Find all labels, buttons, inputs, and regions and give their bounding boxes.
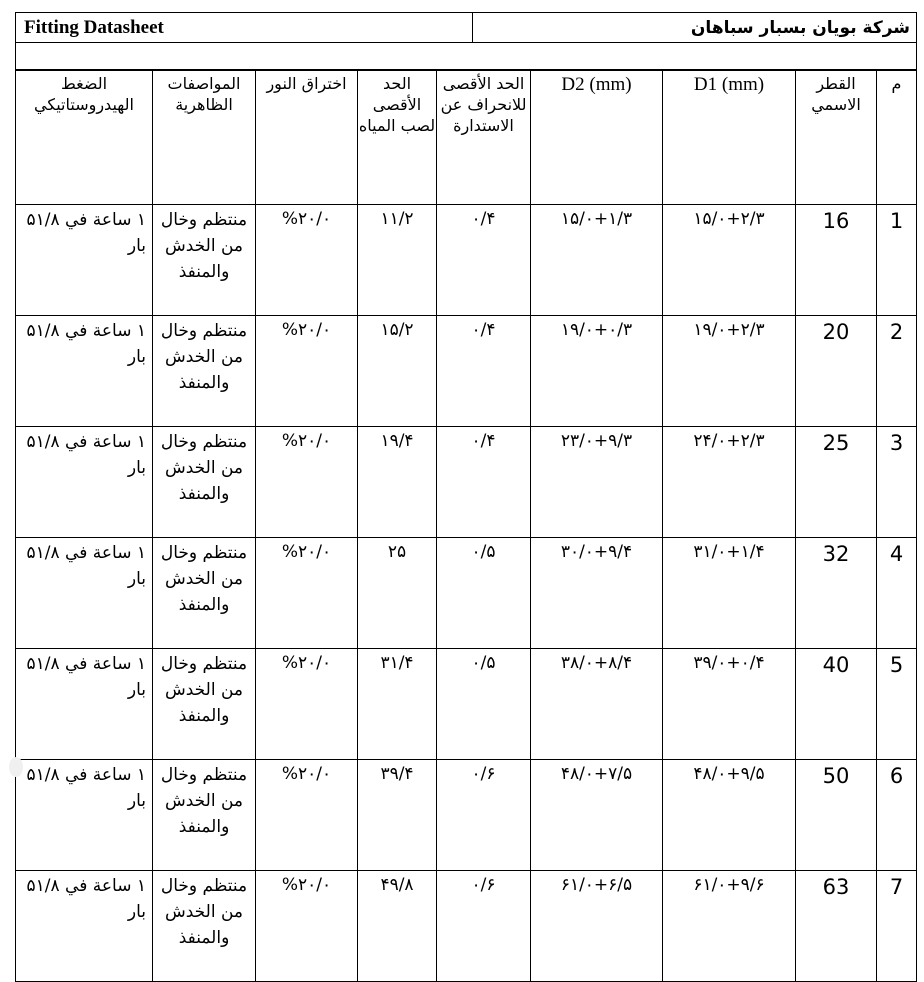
cell-water: ۱۹/۴ bbox=[358, 427, 437, 538]
cell-d1: ۶۱/۰+۹/۶ bbox=[663, 871, 796, 982]
fitting-table bbox=[15, 70, 917, 982]
title-english: Fitting Datasheet bbox=[16, 13, 473, 43]
cell-ovality: ۰/۴ bbox=[437, 316, 531, 427]
cell-light: ۰/%۲۰ bbox=[256, 427, 358, 538]
cell-ovality: ۰/۵ bbox=[437, 538, 531, 649]
header-table bbox=[15, 12, 917, 70]
col-index: م bbox=[877, 71, 917, 205]
cell-water: ۱۵/۲ bbox=[358, 316, 437, 427]
cell-light: ۰/%۲۰ bbox=[256, 871, 358, 982]
cell-d2: ۱۹/۰+۰/۳ bbox=[531, 316, 663, 427]
table-row bbox=[16, 205, 917, 316]
cell-light: ۰/%۲۰ bbox=[256, 205, 358, 316]
cell-d1: ۳۱/۰+۱/۴ bbox=[663, 538, 796, 649]
table-row bbox=[16, 316, 917, 427]
title-arabic: شركة بويان بسبار سباهان bbox=[473, 13, 917, 43]
cell-index: 6 bbox=[877, 760, 917, 871]
cell-nominal: 25 bbox=[796, 427, 877, 538]
cell-d1: ۱۵/۰+۲/۳ bbox=[663, 205, 796, 316]
cell-ovality: ۰/۵ bbox=[437, 649, 531, 760]
col-appearance: المواصفات الظاهرية bbox=[153, 71, 256, 205]
datasheet bbox=[15, 12, 916, 982]
spacer-row bbox=[16, 43, 917, 70]
header-row bbox=[16, 71, 917, 205]
cell-pressure: ۱ ساعة في ۵۱/۸ بار bbox=[16, 538, 153, 649]
cell-d2: ۴۸/۰+۷/۵ bbox=[531, 760, 663, 871]
col-nominal: القطر الاسمي bbox=[796, 71, 877, 205]
cell-water: ۳۹/۴ bbox=[358, 760, 437, 871]
cell-water: ۱۱/۲ bbox=[358, 205, 437, 316]
cell-pressure: ۱ ساعة في ۵۱/۸ بار bbox=[16, 427, 153, 538]
cell-ovality: ۰/۴ bbox=[437, 205, 531, 316]
col-light: اختراق النور bbox=[256, 71, 358, 205]
col-pressure: الضغط الهيدروستاتيكي bbox=[16, 71, 153, 205]
col-ovality: الحد الأقصى للانحراف عن الاستدارة bbox=[437, 71, 531, 205]
cell-appearance: منتظم وخال من الخدش والمنفذ bbox=[153, 871, 256, 982]
cell-light: ۰/%۲۰ bbox=[256, 538, 358, 649]
watermark-mark bbox=[9, 757, 23, 777]
cell-appearance: منتظم وخال من الخدش والمنفذ bbox=[153, 760, 256, 871]
cell-nominal: 40 bbox=[796, 649, 877, 760]
cell-water: ۳۱/۴ bbox=[358, 649, 437, 760]
cell-light: ۰/%۲۰ bbox=[256, 316, 358, 427]
cell-appearance: منتظم وخال من الخدش والمنفذ bbox=[153, 538, 256, 649]
cell-d2: ۳۰/۰+۹/۴ bbox=[531, 538, 663, 649]
table-row bbox=[16, 427, 917, 538]
cell-water: ۲۵ bbox=[358, 538, 437, 649]
cell-appearance: منتظم وخال من الخدش والمنفذ bbox=[153, 649, 256, 760]
table-row bbox=[16, 871, 917, 982]
cell-index: 3 bbox=[877, 427, 917, 538]
cell-d2: ۲۳/۰+۹/۳ bbox=[531, 427, 663, 538]
cell-appearance: منتظم وخال من الخدش والمنفذ bbox=[153, 316, 256, 427]
cell-nominal: 50 bbox=[796, 760, 877, 871]
cell-appearance: منتظم وخال من الخدش والمنفذ bbox=[153, 427, 256, 538]
table-row bbox=[16, 649, 917, 760]
cell-d2: ۳۸/۰+۸/۴ bbox=[531, 649, 663, 760]
col-d1: D1 (mm) bbox=[663, 71, 796, 205]
table-row bbox=[16, 538, 917, 649]
cell-index: 7 bbox=[877, 871, 917, 982]
cell-index: 2 bbox=[877, 316, 917, 427]
cell-light: ۰/%۲۰ bbox=[256, 760, 358, 871]
col-water: الحد الأقصى لصب المياه bbox=[358, 71, 437, 205]
cell-d1: ۲۴/۰+۲/۳ bbox=[663, 427, 796, 538]
cell-pressure: ۱ ساعة في ۵۱/۸ بار bbox=[16, 205, 153, 316]
cell-ovality: ۰/۶ bbox=[437, 871, 531, 982]
table-row bbox=[16, 760, 917, 871]
cell-light: ۰/%۲۰ bbox=[256, 649, 358, 760]
cell-d1: ۳۹/۰+۰/۴ bbox=[663, 649, 796, 760]
cell-d1: ۴۸/۰+۹/۵ bbox=[663, 760, 796, 871]
cell-nominal: 63 bbox=[796, 871, 877, 982]
cell-index: 5 bbox=[877, 649, 917, 760]
cell-index: 4 bbox=[877, 538, 917, 649]
cell-pressure: ۱ ساعة في ۵۱/۸ بار bbox=[16, 649, 153, 760]
cell-water: ۴۹/۸ bbox=[358, 871, 437, 982]
cell-d2: ۱۵/۰+۱/۳ bbox=[531, 205, 663, 316]
cell-nominal: 20 bbox=[796, 316, 877, 427]
cell-ovality: ۰/۶ bbox=[437, 760, 531, 871]
cell-nominal: 32 bbox=[796, 538, 877, 649]
cell-pressure: ۱ ساعة في ۵۱/۸ بار bbox=[16, 760, 153, 871]
cell-ovality: ۰/۴ bbox=[437, 427, 531, 538]
cell-pressure: ۱ ساعة في ۵۱/۸ بار bbox=[16, 871, 153, 982]
col-d2: D2 (mm) bbox=[531, 71, 663, 205]
cell-appearance: منتظم وخال من الخدش والمنفذ bbox=[153, 205, 256, 316]
cell-index: 1 bbox=[877, 205, 917, 316]
cell-nominal: 16 bbox=[796, 205, 877, 316]
cell-d1: ۱۹/۰+۲/۳ bbox=[663, 316, 796, 427]
cell-d2: ۶۱/۰+۶/۵ bbox=[531, 871, 663, 982]
cell-pressure: ۱ ساعة في ۵۱/۸ بار bbox=[16, 316, 153, 427]
